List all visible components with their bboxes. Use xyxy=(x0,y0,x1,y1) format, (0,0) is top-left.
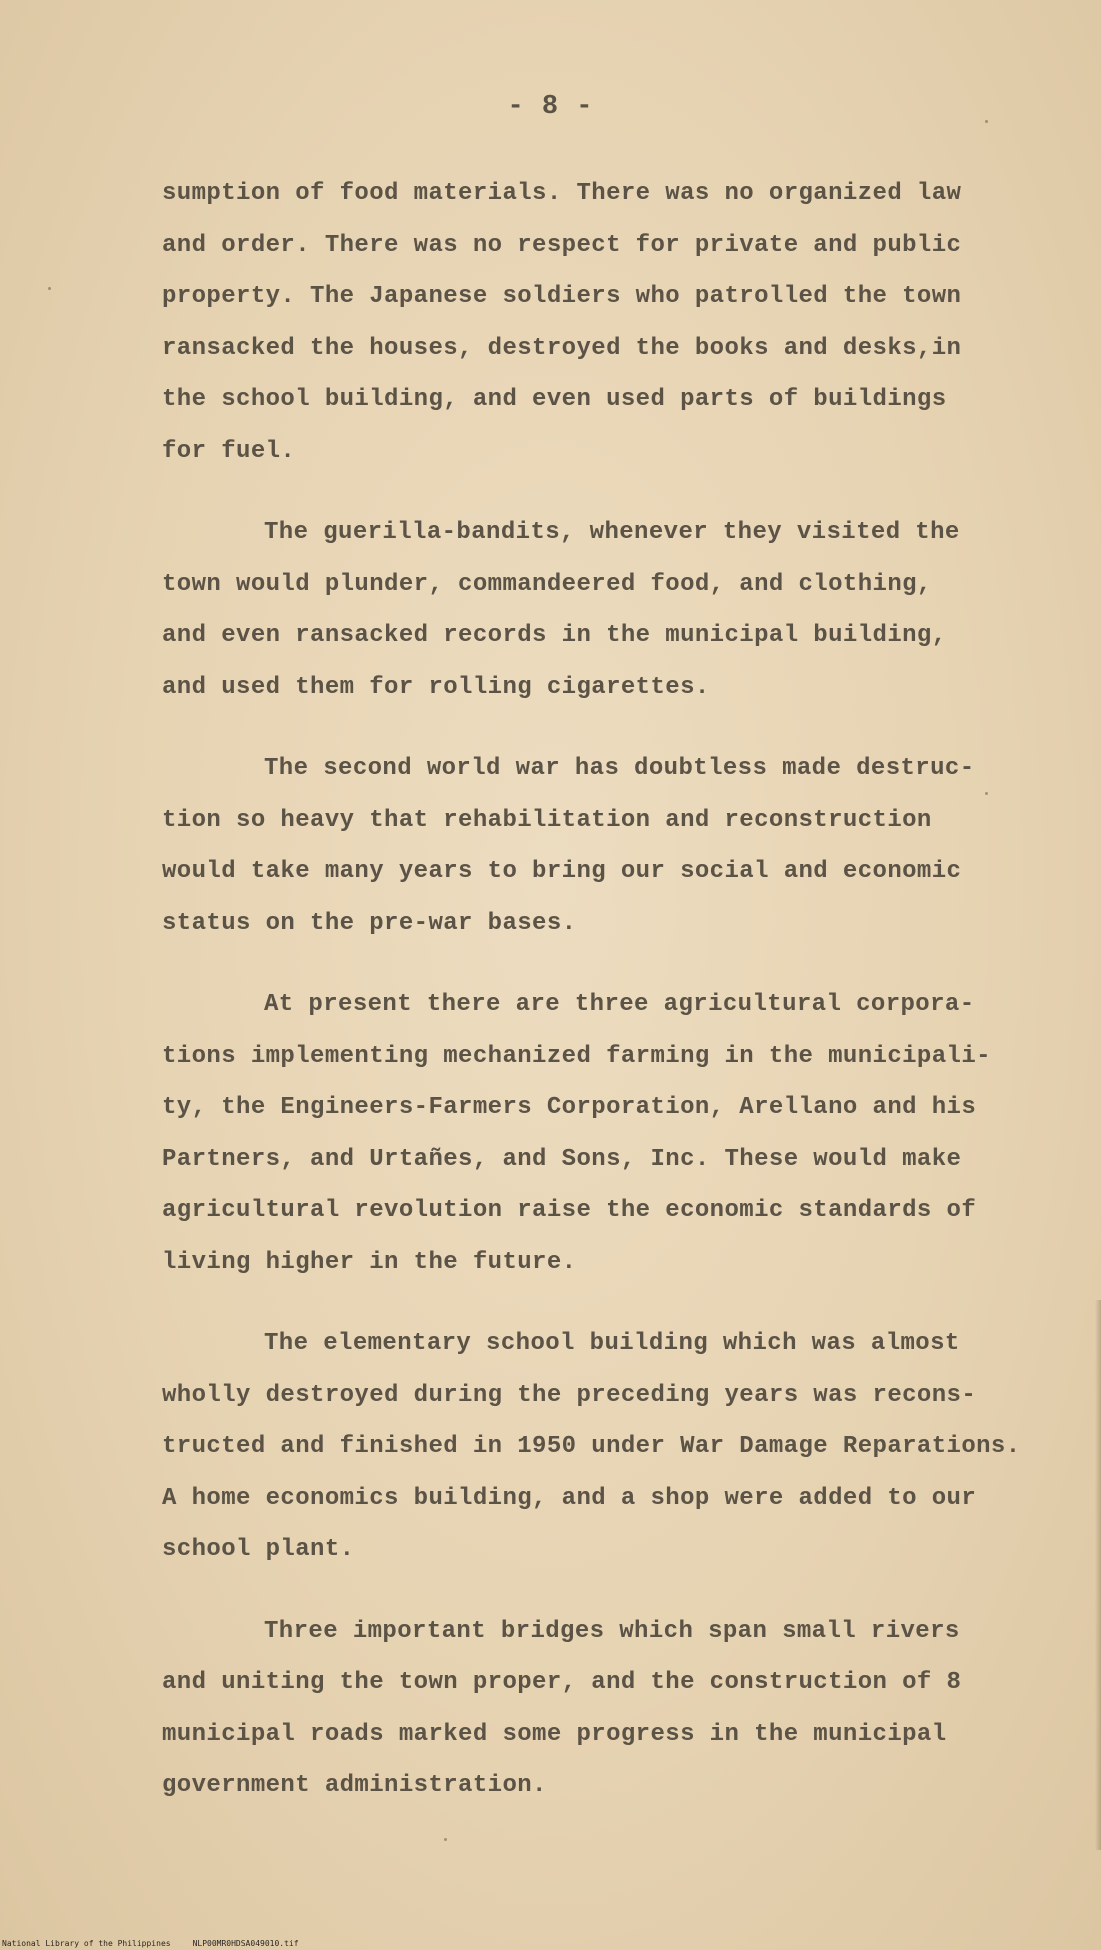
paper-speck xyxy=(48,287,51,290)
paper-speck xyxy=(985,792,988,795)
text-line: status on the pre-war bases. xyxy=(162,909,577,937)
text-line: The guerilla-bandits, whenever they visited the xyxy=(264,519,960,546)
text-line: tructed and finished in 1950 under War Damage Reparations. xyxy=(162,1433,1021,1460)
text-line: tion so heavy that rehabilitation and reconstruction xyxy=(162,806,932,834)
text-line: government administration. xyxy=(162,1772,547,1799)
scan-filename: NLP00MR0HDSA049010.tif xyxy=(192,1939,299,1948)
text-line: would take many years to bring our social and economic xyxy=(162,858,962,885)
page-edge-shadow xyxy=(1095,1300,1101,1850)
text-line: Three important bridges which span small rivers xyxy=(264,1617,960,1645)
text-line: the school building, and even used parts of buildings xyxy=(162,386,947,413)
text-line: ransacked the houses, destroyed the books and desks,in xyxy=(162,334,962,362)
text-line: living higher in the future. xyxy=(162,1248,577,1276)
text-line: property. The Japanese soldiers who patrolled the town xyxy=(162,283,962,310)
text-line: and uniting the town proper, and the construction of 8 xyxy=(162,1669,962,1696)
paragraph-2 xyxy=(162,507,1042,713)
paragraph-1 xyxy=(162,168,1042,477)
text-line: Partners, and Urtañes, and Sons, Inc. These would make xyxy=(162,1145,962,1173)
text-line: At present there are three agricultural corpora- xyxy=(264,991,975,1018)
page-number: - 8 - xyxy=(507,92,594,122)
scan-footer xyxy=(2,1939,299,1948)
paragraph-5 xyxy=(162,1318,1042,1576)
text-line: ty, the Engineers-Farmers Corporation, Arellano and his xyxy=(162,1094,977,1121)
text-line: for fuel. xyxy=(162,437,296,465)
text-line: school plant. xyxy=(162,1536,355,1563)
text-line: and used them for rolling cigarettes. xyxy=(162,673,710,701)
text-line: town would plunder, commandeered food, and clothing, xyxy=(162,570,932,598)
text-line: and order. There was no respect for private and public xyxy=(162,231,962,259)
text-line: sumption of food materials. There was no organized law xyxy=(162,180,962,207)
body-text xyxy=(162,168,1042,1842)
paper-speck xyxy=(444,1838,447,1841)
paragraph-3 xyxy=(162,743,1042,949)
library-credit: National Library of the Philippines xyxy=(2,1939,171,1948)
text-line: municipal roads marked some progress in the municipal xyxy=(162,1720,947,1748)
text-line: agricultural revolution raise the economic standards of xyxy=(162,1197,977,1224)
paragraph-4 xyxy=(162,979,1042,1288)
text-line: A home economics building, and a shop were added to our xyxy=(162,1484,977,1512)
text-line: The second world war has doubtless made destruc- xyxy=(264,755,975,782)
text-line: tions implementing mechanized farming in the municipali- xyxy=(162,1042,991,1070)
paper-speck xyxy=(985,120,988,123)
text-line: and even ransacked records in the municipal building, xyxy=(162,622,947,649)
text-line: The elementary school building which was almost xyxy=(264,1330,960,1357)
text-line: wholly destroyed during the preceding years was recons- xyxy=(162,1381,977,1409)
paragraph-6 xyxy=(162,1606,1042,1812)
